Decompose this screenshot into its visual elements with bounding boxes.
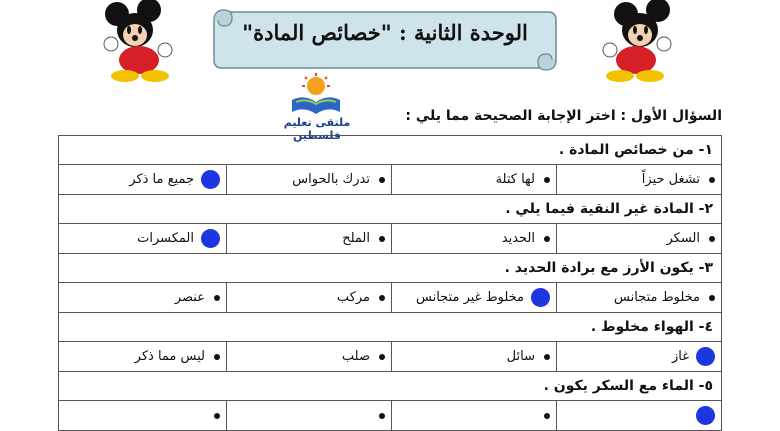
selected-answer-marker: [696, 347, 715, 366]
question-text: ٢- المادة غير النقية فيما يلي .: [505, 201, 713, 217]
bullet-marker: [379, 295, 385, 301]
answer-option[interactable]: [227, 342, 392, 371]
option-label: صلب: [341, 349, 370, 364]
correct-answer-option[interactable]: [392, 283, 557, 312]
bullet-marker: [709, 177, 715, 183]
answer-option[interactable]: [557, 283, 722, 312]
options-row: [58, 283, 722, 313]
section-heading: السؤال الأول : اختر الإجابة الصحيحة مما يلي :: [405, 108, 722, 124]
question-row: [58, 254, 722, 283]
selected-answer-marker: [201, 229, 220, 248]
option-label: عنصر: [174, 290, 205, 305]
title-banner: [212, 6, 558, 74]
answer-option[interactable]: [392, 224, 557, 253]
bullet-marker: [214, 413, 220, 419]
selected-answer-marker: [201, 170, 220, 189]
answer-option[interactable]: [62, 342, 227, 371]
option-label: مخلوط متجانس: [614, 290, 700, 305]
option-label: جميع ما ذكر: [129, 172, 194, 187]
answer-option[interactable]: [392, 401, 557, 430]
correct-answer-option[interactable]: [557, 401, 722, 430]
bullet-marker: [544, 177, 550, 183]
question-text: ١- من خصائص المادة .: [558, 142, 713, 158]
question-row: [58, 195, 722, 224]
option-label: مخلوط غير متجانس: [416, 290, 524, 305]
bullet-marker: [379, 177, 385, 183]
bullet-marker: [709, 236, 715, 242]
answer-option[interactable]: [392, 165, 557, 194]
questions-table: [58, 135, 722, 431]
correct-answer-option[interactable]: [62, 224, 227, 253]
answer-option[interactable]: [227, 283, 392, 312]
question-text: ٥- الماء مع السكر يكون .: [543, 378, 713, 394]
open-book-sun-icon: [286, 72, 346, 116]
answer-option[interactable]: [62, 401, 227, 430]
answer-option[interactable]: [557, 224, 722, 253]
mickey-mouse-image-right: [588, 0, 680, 82]
option-label: المكسرات: [137, 231, 194, 246]
bullet-marker: [214, 354, 220, 360]
answer-option[interactable]: [227, 165, 392, 194]
question-row: [58, 372, 722, 401]
options-row: [58, 224, 722, 254]
selected-answer-marker: [696, 406, 715, 425]
option-label: ليس مما ذكر: [134, 349, 205, 364]
mickey-mouse-image-left: [95, 0, 187, 82]
option-label: تدرك بالحواس: [292, 172, 370, 187]
option-label: تشغل حيزاً: [641, 172, 700, 187]
bullet-marker: [379, 354, 385, 360]
option-label: الحديد: [501, 231, 535, 246]
option-label: لها كتلة: [495, 172, 535, 187]
bullet-marker: [379, 413, 385, 419]
correct-answer-option[interactable]: [557, 342, 722, 371]
page-title: الوحدة الثانية : "خصائص المادة": [242, 20, 528, 45]
bullet-marker: [214, 295, 220, 301]
options-row: [58, 342, 722, 372]
option-label: السكر: [666, 231, 700, 246]
question-row: [58, 313, 722, 342]
options-row: [58, 165, 722, 195]
answer-option[interactable]: [557, 165, 722, 194]
option-label: غاز: [671, 349, 689, 364]
bullet-marker: [379, 236, 385, 242]
question-text: ٣- يكون الأرز مع برادة الحديد .: [504, 260, 713, 276]
correct-answer-option[interactable]: [62, 165, 227, 194]
option-label: الملح: [342, 231, 370, 246]
answer-option[interactable]: [227, 224, 392, 253]
logo-text: ملتقى تعليم فلسطين: [283, 116, 351, 142]
answer-option[interactable]: [227, 401, 392, 430]
option-label: سائل: [506, 349, 535, 364]
bullet-marker: [544, 236, 550, 242]
option-label: مركب: [336, 290, 370, 305]
question-text: ٤- الهواء مخلوط .: [590, 319, 713, 335]
bullet-marker: [544, 413, 550, 419]
options-row: [58, 401, 722, 431]
bullet-marker: [544, 354, 550, 360]
bullet-marker: [709, 295, 715, 301]
forum-logo: [262, 72, 372, 142]
answer-option[interactable]: [62, 283, 227, 312]
selected-answer-marker: [531, 288, 550, 307]
question-row: [58, 136, 722, 165]
answer-option[interactable]: [392, 342, 557, 371]
